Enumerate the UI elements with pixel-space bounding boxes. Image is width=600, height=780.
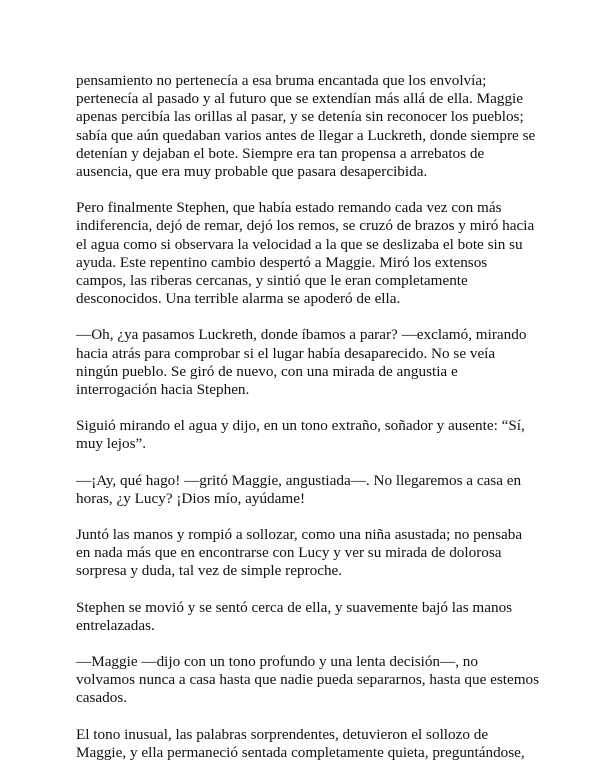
text-line: Siguió mirando el agua y dijo, en un tono extraño, soñador y ausente: “Sí,: [76, 417, 525, 435]
text-line: detenían y dejaban el bote. Siempre era tan propensa a arrebatos de: [76, 144, 485, 162]
text-line: volvamos nunca a casa hasta que nadie pueda separarnos, hasta que estemos: [76, 671, 540, 689]
text-line: horas, ¿y Lucy? ¡Dios mío, ayúdame!: [76, 489, 306, 507]
paragraph-5: [76, 472, 536, 508]
text-line: pertenecía al pasado y al futuro que se extendían más allá de ella. Maggie: [76, 90, 524, 108]
text-line: —Maggie —dijo con un tono profundo y una lenta decisión—, no: [76, 653, 478, 671]
text-line: Maggie, y ella permaneció sentada completamente quieta, preguntándose,: [76, 743, 525, 761]
paragraph-9: [76, 726, 536, 762]
document-page: [76, 72, 540, 780]
text-line: muy lejos”.: [76, 435, 147, 453]
text-line: en nada más que en encontrarse con Lucy y ver su mirada de dolorosa: [76, 544, 502, 562]
text-line: sabía que aún quedaban varios antes de llegar a Luckreth, donde siempre se: [76, 126, 536, 144]
paragraph-2: [76, 199, 536, 308]
text-line: Juntó las manos y rompió a sollozar, como una niña asustada; no pensaba: [76, 526, 523, 544]
text-line: interrogación hacia Stephen.: [76, 381, 250, 399]
text-line: —¡Ay, qué hago! —gritó Maggie, angustiada—. No llegaremos a casa en: [76, 471, 522, 489]
paragraph-7: [76, 599, 536, 635]
text-line: el agua como si observara la velocidad a la que se deslizaba el bote sin su: [76, 235, 523, 253]
text-line: apenas percibía las orillas al pasar, y se detenía sin reconocer los pueblos;: [76, 108, 524, 126]
text-line: indiferencia, dejó de remar, dejó los remos, se cruzó de brazos y miró hacia: [76, 217, 535, 235]
paragraph-4: [76, 417, 536, 453]
text-line: ausencia, que era muy probable que pasara desapercibida.: [76, 163, 428, 181]
text-line: pensamiento no pertenecía a esa bruma encantada que los envolvía;: [76, 72, 487, 89]
text-line: ningún pueblo. Se giró de nuevo, con una mirada de angustia e: [76, 362, 458, 380]
text-line: hacia atrás para comprobar si el lugar había desaparecido. No se veía: [76, 344, 496, 362]
paragraph-1: [76, 72, 536, 181]
text-line: entrelazadas.: [76, 616, 155, 634]
text-line: casados.: [76, 689, 128, 707]
paragraph-8: [76, 653, 540, 708]
text-line: desconocidos. Una terrible alarma se apoderó de ella.: [76, 290, 401, 308]
text-line: sorpresa y duda, tal vez de simple reproche.: [76, 562, 343, 580]
text-line: El tono inusual, las palabras sorprendentes, detuvieron el sollozo de: [76, 725, 489, 743]
text-line: Stephen se movió y se sentó cerca de ella, y suavemente bajó las manos: [76, 598, 513, 616]
paragraph-6: [76, 526, 536, 581]
text-line: —Oh, ¿ya pasamos Luckreth, donde íbamos a parar? —exclamó, mirando: [76, 326, 527, 344]
text-line: ayuda. Este repentino cambio despertó a Maggie. Miró los extensos: [76, 253, 488, 271]
text-line: Pero finalmente Stephen, que había estado remando cada vez con más: [76, 199, 502, 217]
text-line: campos, las riberas cercanas, y sintió que le eran completamente: [76, 272, 468, 290]
paragraph-3: [76, 326, 536, 399]
